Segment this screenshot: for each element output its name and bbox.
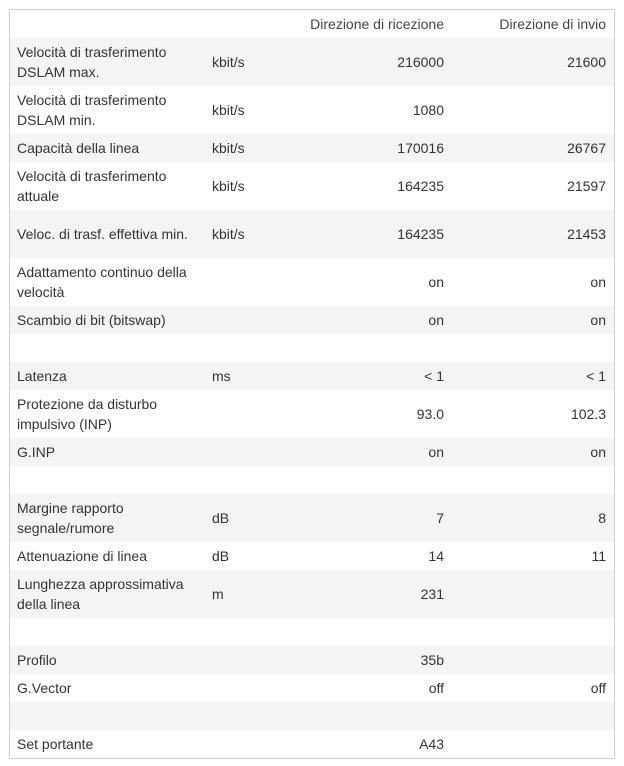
row-label: Capacità della linea: [17, 140, 140, 156]
table-row: [10, 702, 614, 730]
row-send-value: 102.3: [570, 406, 606, 422]
row-send-value: on: [590, 274, 606, 290]
row-label: Set portante: [17, 736, 94, 752]
table-row: [10, 38, 614, 86]
row-receive-value: on: [428, 312, 444, 328]
row-unit: kbit/s: [212, 226, 245, 242]
row-receive-value: 35b: [420, 652, 444, 668]
row-label: Profilo: [17, 652, 57, 668]
table-row: [10, 86, 614, 134]
table-row: [10, 570, 614, 618]
row-receive-value: 170016: [397, 140, 444, 156]
table-row: [10, 730, 614, 758]
row-send-value: 11: [591, 548, 606, 564]
row-receive-value: off: [428, 680, 444, 696]
table-row: [10, 438, 614, 466]
row-unit: dB: [212, 548, 230, 564]
table-row: [10, 646, 614, 674]
row-receive-value: 164235: [397, 178, 444, 194]
table-row: [10, 674, 614, 702]
row-send-value: on: [590, 444, 606, 460]
table-row: [10, 334, 614, 362]
row-send-value: 21597: [567, 178, 606, 194]
row-label: Lunghezza approssimativa della linea: [17, 576, 184, 612]
row-unit: kbit/s: [212, 178, 245, 194]
row-label: Adattamento continuo della velocità: [17, 264, 187, 300]
row-send-value: < 1: [586, 368, 606, 384]
dsl-info-table: [9, 9, 615, 759]
row-unit: kbit/s: [212, 102, 245, 118]
row-label: Velocità di trasferimento attuale: [17, 168, 167, 204]
table-row: [10, 258, 614, 306]
table-row: [10, 494, 614, 542]
row-send-value: 26767: [567, 140, 606, 156]
table-row: [10, 162, 614, 210]
row-receive-value: 216000: [397, 54, 444, 70]
table-row: [10, 134, 614, 162]
row-label: Velocità di trasferimento DSLAM min.: [17, 92, 167, 128]
header-send-direction: Direzione di invio: [499, 16, 606, 32]
row-unit: ms: [212, 368, 231, 384]
table-body: [10, 38, 614, 758]
row-label: Latenza: [17, 368, 67, 384]
row-receive-value: 93.0: [416, 406, 444, 422]
row-receive-value: 231: [420, 586, 444, 602]
row-label: Attenuazione di linea: [17, 548, 147, 564]
table-row: [10, 306, 614, 334]
table-row: [10, 362, 614, 390]
row-label: Veloc. di trasf. effettiva min.: [17, 226, 188, 242]
table-row: [10, 466, 614, 494]
row-receive-value: 14: [428, 548, 444, 564]
row-label: G.Vector: [17, 680, 72, 696]
row-send-value: 21600: [567, 54, 606, 70]
table-header: [10, 10, 614, 38]
row-unit: m: [212, 586, 224, 602]
table-row: [10, 542, 614, 570]
row-label: Protezione da disturbo impulsivo (INP): [17, 396, 158, 432]
row-receive-value: < 1: [424, 368, 444, 384]
row-send-value: off: [590, 680, 606, 696]
row-label: Scambio di bit (bitswap): [17, 312, 166, 328]
table-row: [10, 390, 614, 438]
row-send-value: 21453: [567, 226, 606, 242]
row-receive-value: on: [428, 274, 444, 290]
row-unit: kbit/s: [212, 54, 245, 70]
row-receive-value: 164235: [397, 226, 444, 242]
header-receive-direction: Direzione di ricezione: [310, 16, 444, 32]
row-label: Velocità di trasferimento DSLAM max.: [17, 44, 167, 80]
row-label: Margine rapporto segnale/rumore: [17, 500, 124, 536]
row-unit: kbit/s: [212, 140, 245, 156]
table-row: [10, 210, 614, 258]
row-send-value: 8: [598, 510, 606, 526]
row-receive-value: on: [428, 444, 444, 460]
row-receive-value: A43: [419, 736, 444, 752]
row-receive-value: 7: [436, 510, 444, 526]
table-row: [10, 618, 614, 646]
row-label: G.INP: [17, 444, 56, 460]
row-receive-value: 1080: [412, 102, 444, 118]
row-unit: dB: [212, 510, 230, 526]
row-send-value: on: [590, 312, 606, 328]
